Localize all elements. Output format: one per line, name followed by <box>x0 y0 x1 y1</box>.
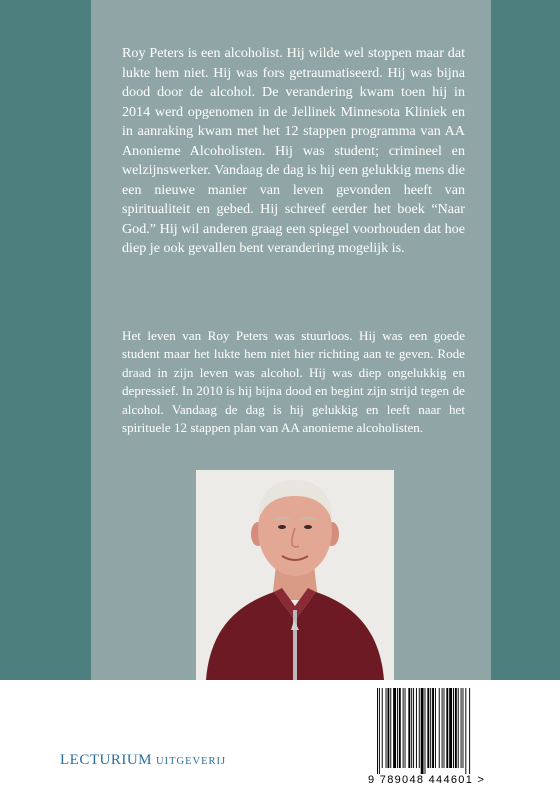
author-photo <box>196 470 394 680</box>
barcode-bar <box>461 688 462 768</box>
barcode-bar <box>427 688 429 768</box>
barcode-bar <box>446 688 448 768</box>
barcode-bar <box>419 688 420 768</box>
barcode-bar <box>469 688 470 774</box>
barcode-bar <box>377 688 378 774</box>
barcode-bar <box>411 688 412 768</box>
barcode-bar <box>386 688 387 768</box>
publisher-name: LECTURIUM <box>60 752 152 768</box>
barcode-bar <box>455 688 457 768</box>
barcode-bar <box>432 688 434 768</box>
barcode-bar <box>465 688 466 774</box>
barcode-bar <box>463 688 464 768</box>
barcode-bar <box>408 688 410 768</box>
barcode-bar <box>405 688 406 768</box>
barcode-bar <box>442 688 443 768</box>
barcode-bar <box>449 688 452 768</box>
barcode-bar <box>416 688 417 768</box>
barcode-bar <box>390 688 391 768</box>
barcode-bar <box>421 688 424 774</box>
barcode-bar <box>458 688 459 768</box>
barcode-bar <box>382 688 383 768</box>
isbn-barcode <box>375 688 505 776</box>
barcode-bar <box>403 688 404 768</box>
barcode-bar <box>387 688 389 768</box>
barcode-bar <box>379 688 380 774</box>
barcode-bar <box>393 688 396 768</box>
barcode-bar <box>397 688 398 768</box>
barcode-bar <box>425 688 426 774</box>
barcode-bar <box>399 688 401 768</box>
isbn-digits: 9 789048 444601 > <box>368 774 486 786</box>
barcode-bar <box>413 688 414 768</box>
barcode-bar <box>444 688 445 768</box>
barcode-bar <box>435 688 436 768</box>
publisher-logo <box>60 751 226 769</box>
author-portrait-illustration <box>196 470 394 680</box>
barcode-bar <box>439 688 440 768</box>
publisher-suffix: UITGEVERIJ <box>156 756 227 767</box>
barcode-bar <box>453 688 454 768</box>
author-bio-paragraph: Roy Peters is een alcoholist. Hij wilde wel stoppen maar dat lukte hem niet. Hij was fors getraumatiseerd. Hij was bijna dood door de alcohol. De verandering kwam toen hij in 2014 werd opgenomen in de Jellinek Minnesota Kliniek en in aanraking kwam met het 12 stappen programma van AA Anonieme Alcoholisten. Hij was student; crimineel en welzijnswerker. Vandaag de dag is hij een gelukkig mens die een nieuwe manier van leven gevonden heeft van spiritualiteit en gebed. Hij schreef eerder het boek “Naar God.” Hij wil anderen graag een spiegel voorhouden dat hoe diep je ook gevallen bent verandering mogelijk is. <box>122 45 465 256</box>
book-summary-paragraph: Het leven van Roy Peters was stuurloos. Hij was een goede student maar het lukte hem niet hier richting aan te geven. Rode draad in zijn leven was alcohol. Hij was diep ongelukkig en depressief. In 2010 is hij bijna dood en begint zijn strijd tegen de alcohol. Vandaag de dag is hij gelukkig en leeft naar het spirituele 12 stappen plan van AA anonieme alcoholisten. <box>122 328 465 436</box>
barcode-bar <box>430 688 431 768</box>
